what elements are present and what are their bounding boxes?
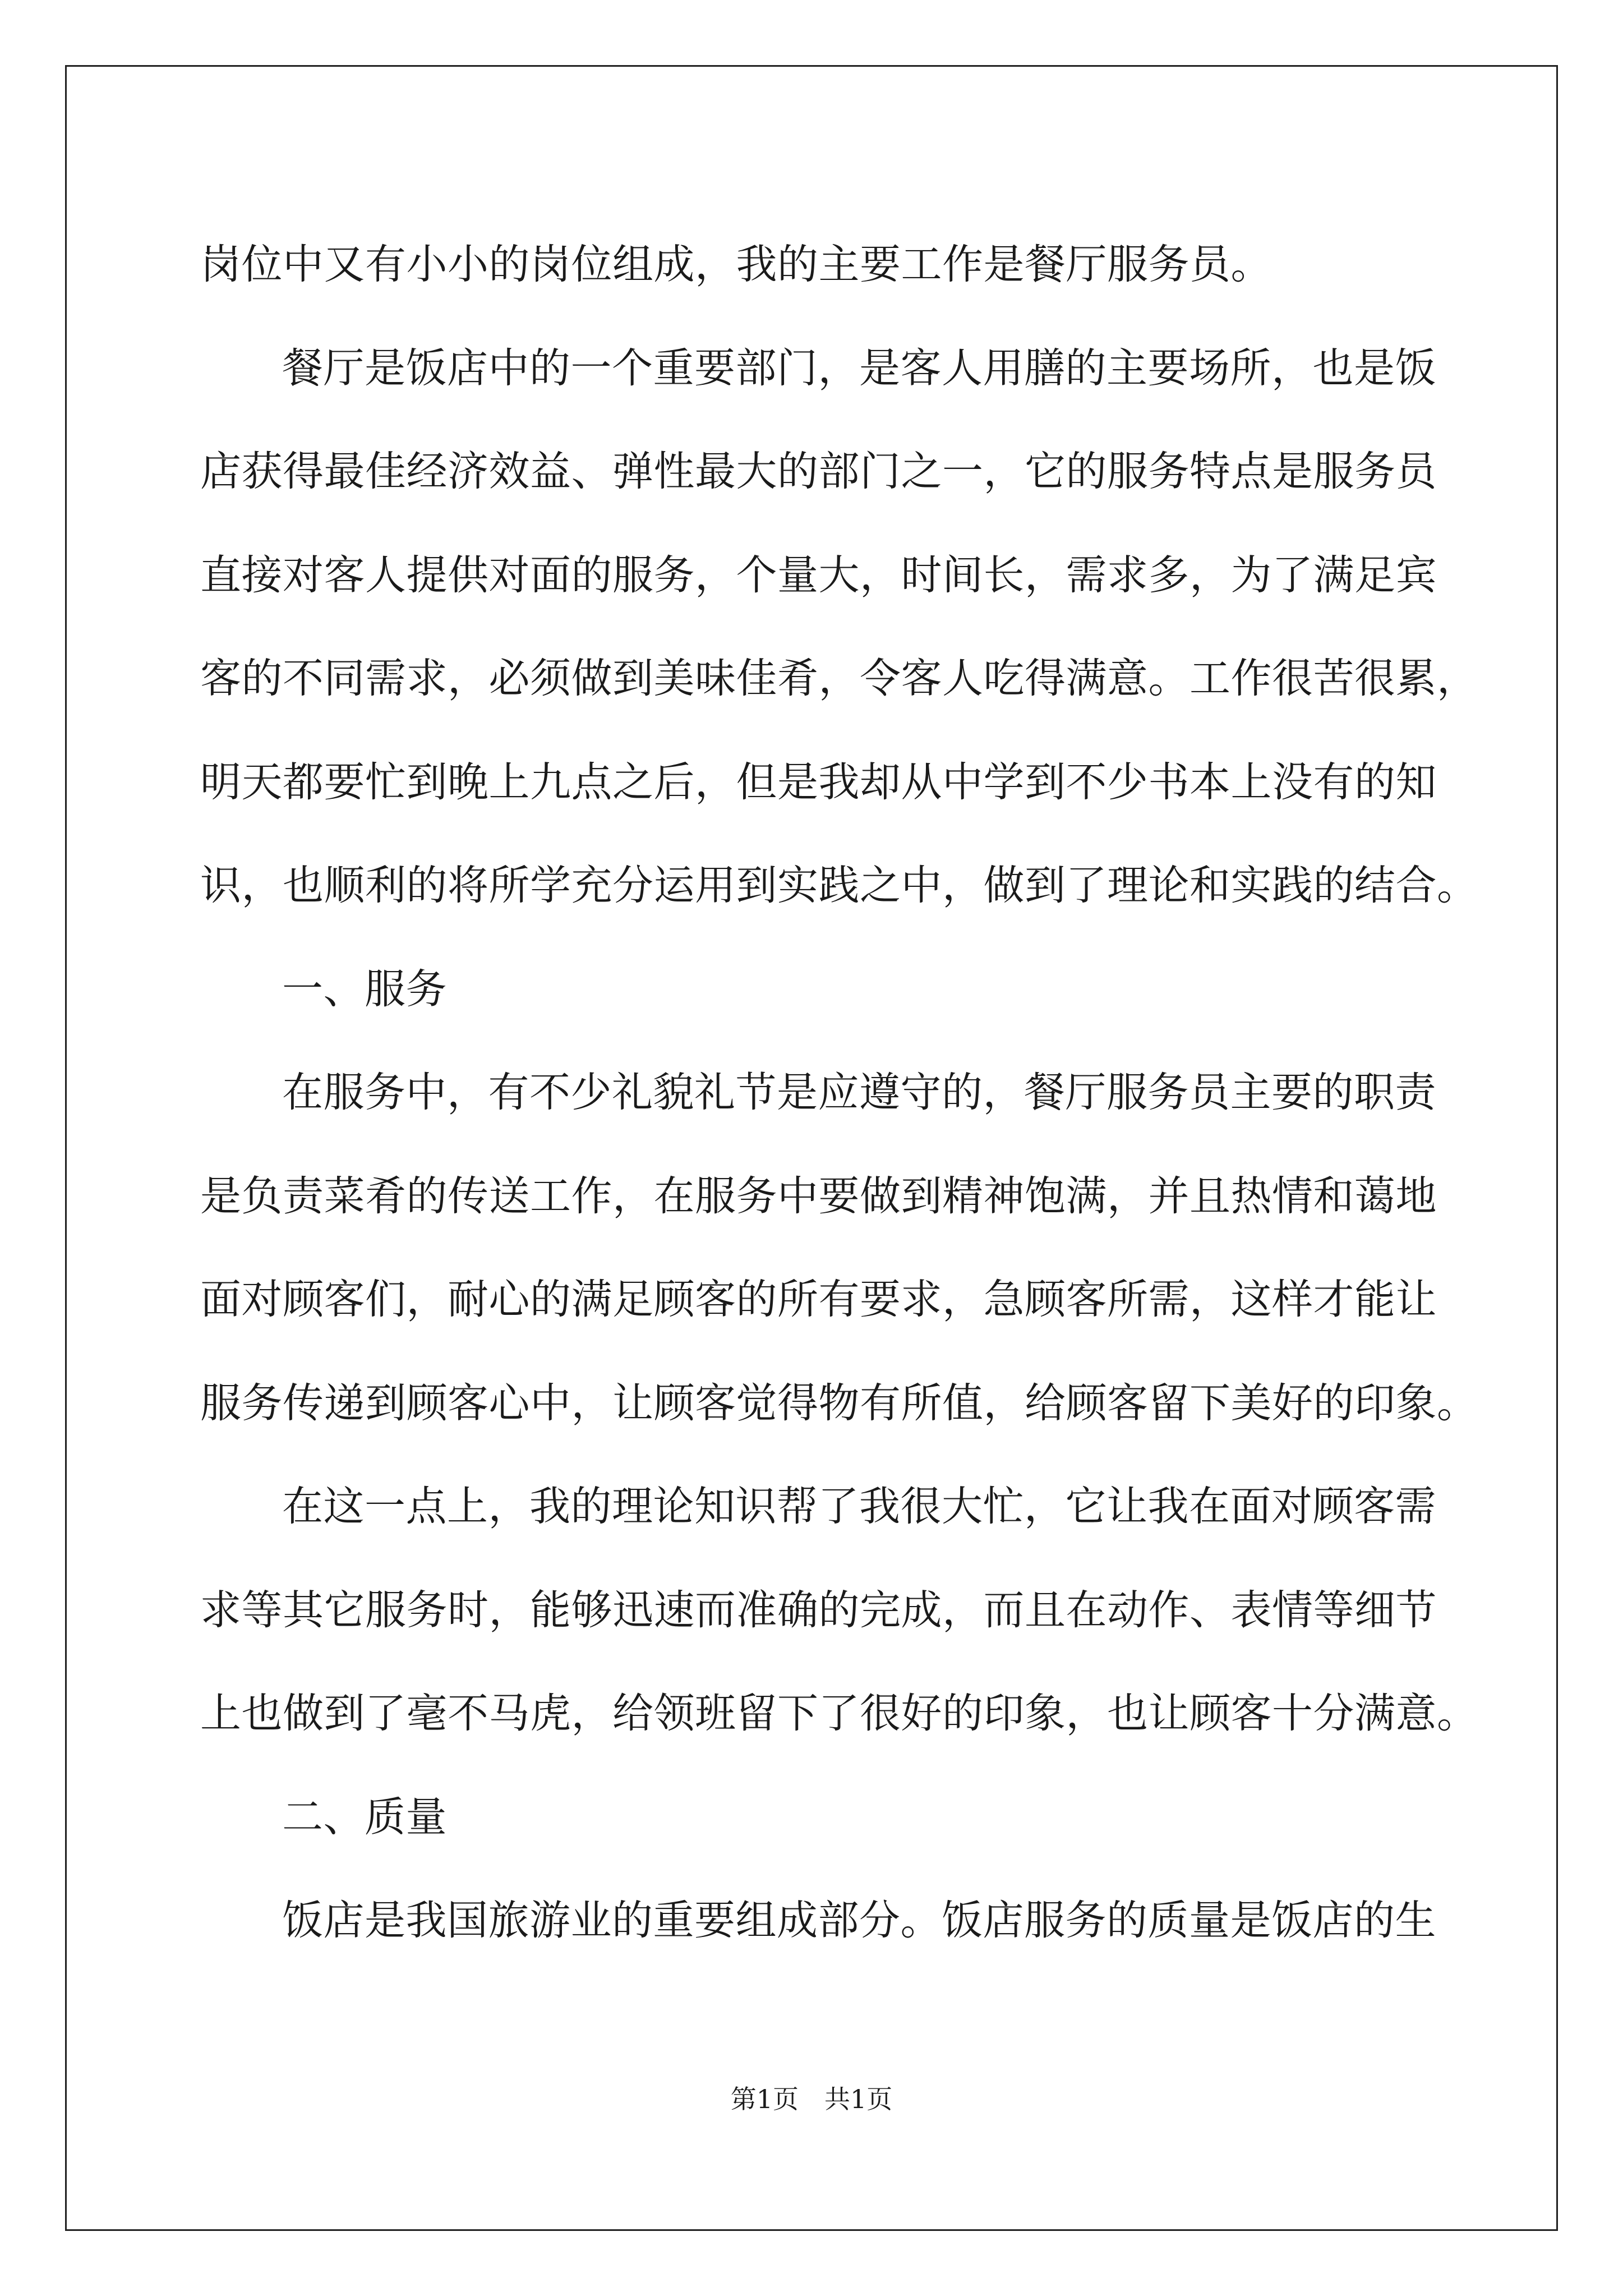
text-line-10: 是负责菜肴的传送工作，在服务中要做到精神饱满，并且热情和蔼地	[200, 1172, 1437, 1220]
section-heading-service: 一、服务	[282, 965, 447, 1013]
text-line-6: 明天都要忙到晚上九点之后，但是我却从中学到不少书本上没有的知	[200, 758, 1437, 806]
document-body	[200, 213, 1478, 1973]
text-line-5: 客的不同需求，必须做到美味佳肴，令客人吃得满意。工作很苦很累，	[200, 655, 1478, 702]
text-line-13: 在这一点上，我的理论知识帮了我很大忙，它让我在面对顾客需	[282, 1483, 1436, 1530]
text-line-11: 面对顾客们，耐心的满足顾客的所有要求，急顾客所需，这样才能让	[200, 1276, 1437, 1323]
text-line-7: 识，也顺利的将所学充分运用到实践之中，做到了理论和实践的结合。	[200, 862, 1478, 909]
text-line-3: 店获得最佳经济效益、弹性最大的部门之一，它的服务特点是服务员	[200, 448, 1437, 495]
text-line-9: 在服务中，有不少礼貌礼节是应遵守的，餐厅服务员主要的职责	[282, 1069, 1436, 1116]
text-line-15: 上也做到了毫不马虎，给领班留下了很好的印象，也让顾客十分满意。	[200, 1690, 1478, 1737]
page-footer: 第1页 共1页	[730, 2084, 893, 2114]
text-line-12: 服务传递到顾客心中，让顾客觉得物有所值，给顾客留下美好的印象。	[200, 1379, 1478, 1427]
text-line-2: 餐厅是饭店中的一个重要部门，是客人用膳的主要场所，也是饭	[282, 344, 1436, 392]
text-line-14: 求等其它服务时，能够迅速而准确的完成，而且在动作、表情等细节	[200, 1586, 1437, 1634]
text-line-1: 岗位中又有小小的岗位组成，我的主要工作是餐厅服务员。	[200, 241, 1272, 288]
text-line-4: 直接对客人提供对面的服务，个量大，时间长，需求多，为了满足宾	[200, 551, 1437, 599]
text-line-17: 饭店是我国旅游业的重要组成部分。饭店服务的质量是饭店的生	[282, 1897, 1436, 1944]
section-heading-quality: 二、质量	[282, 1793, 447, 1841]
